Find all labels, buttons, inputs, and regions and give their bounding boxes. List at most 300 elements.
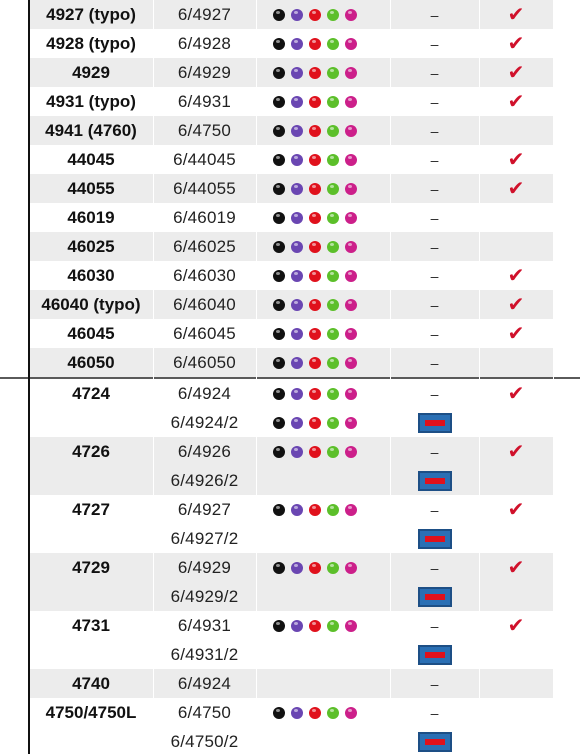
color-dot-icon	[327, 38, 339, 50]
color-dot-icon	[309, 183, 321, 195]
color-options	[256, 669, 390, 698]
availability-cell	[479, 466, 553, 495]
color-options	[256, 379, 390, 408]
color-dot-icon	[273, 9, 285, 21]
model-number: 4929	[29, 58, 153, 87]
blank-cell	[553, 0, 580, 29]
marker-cell	[390, 319, 479, 348]
left-border-line	[28, 0, 30, 754]
color-dot-icon	[345, 67, 357, 79]
color-options	[256, 174, 390, 203]
color-dot-icon	[327, 328, 339, 340]
marker-cell	[390, 437, 479, 466]
availability-cell	[479, 0, 553, 29]
column-divider	[553, 0, 554, 754]
color-dot-icon	[327, 620, 339, 632]
model-group	[0, 437, 580, 495]
blank-cell	[553, 379, 580, 408]
dash-mark: –	[430, 443, 439, 460]
part-code: 6/46030	[153, 261, 256, 290]
availability-cell	[479, 29, 553, 58]
color-dot-icon	[273, 67, 285, 79]
column-divider	[153, 0, 154, 754]
part-code: 6/4928	[153, 29, 256, 58]
color-dot-icon	[327, 299, 339, 311]
marker-cell	[390, 582, 479, 611]
color-options	[256, 727, 390, 756]
model-cell: 4727	[29, 495, 153, 524]
marker-cell	[390, 145, 479, 174]
table-row	[0, 466, 580, 495]
color-dot-icon	[309, 9, 321, 21]
table-row	[0, 319, 580, 348]
model-cell	[29, 408, 153, 437]
table-row	[0, 0, 580, 29]
checkmark-icon: ✔	[507, 61, 525, 84]
availability-cell	[479, 408, 553, 437]
column-divider	[390, 0, 391, 754]
color-dot-icon	[273, 328, 285, 340]
checkmark-icon: ✔	[507, 293, 525, 316]
model-group	[0, 553, 580, 611]
color-dot-icon	[291, 446, 303, 458]
color-options	[256, 524, 390, 553]
part-code: 6/44045	[153, 145, 256, 174]
blank-cell	[553, 437, 580, 466]
color-dot-icon	[273, 562, 285, 574]
color-options	[256, 116, 390, 145]
part-code: 6/4931	[153, 87, 256, 116]
color-dot-icon	[273, 707, 285, 719]
dash-mark: –	[430, 354, 439, 371]
dash-mark: –	[430, 704, 439, 721]
availability-cell	[479, 145, 553, 174]
part-code: 6/46019	[153, 203, 256, 232]
availability-cell	[479, 319, 553, 348]
color-dot-icon	[345, 446, 357, 458]
color-dot-icon	[309, 241, 321, 253]
model-cell: 4729	[29, 553, 153, 582]
color-dot-icon	[345, 299, 357, 311]
model-group	[0, 377, 580, 437]
color-dot-icon	[291, 67, 303, 79]
color-dot-icon	[345, 562, 357, 574]
color-dot-icon	[273, 446, 285, 458]
part-code: 6/4927	[153, 495, 256, 524]
table-body-single	[0, 0, 580, 377]
availability-cell	[479, 58, 553, 87]
part-code: 6/46025	[153, 232, 256, 261]
checkmark-icon: ✔	[507, 32, 525, 55]
flag-icon	[418, 471, 452, 491]
checkmark-icon: ✔	[507, 148, 525, 171]
part-code: 6/4924/2	[153, 408, 256, 437]
color-options	[256, 203, 390, 232]
checkmark-icon: ✔	[507, 556, 525, 579]
color-dot-icon	[345, 9, 357, 21]
marker-cell	[390, 290, 479, 319]
part-code: 6/4750/2	[153, 727, 256, 756]
table-row	[0, 145, 580, 174]
model-group	[0, 669, 580, 698]
color-dot-icon	[327, 183, 339, 195]
dash-mark: –	[430, 675, 439, 692]
model-number: 4928 (typo)	[29, 29, 153, 58]
color-dot-icon	[345, 38, 357, 50]
color-options	[256, 408, 390, 437]
table-row	[0, 174, 580, 203]
color-dot-icon	[273, 620, 285, 632]
part-code: 6/4929	[153, 58, 256, 87]
color-dot-icon	[291, 357, 303, 369]
marker-cell	[390, 669, 479, 698]
color-dot-icon	[309, 96, 321, 108]
color-dot-icon	[291, 562, 303, 574]
marker-cell	[390, 553, 479, 582]
color-options	[256, 698, 390, 727]
availability-cell	[479, 174, 553, 203]
color-dot-icon	[291, 620, 303, 632]
dash-mark: –	[430, 6, 439, 23]
color-dot-icon	[309, 212, 321, 224]
color-dot-icon	[291, 299, 303, 311]
flag-icon	[418, 529, 452, 549]
checkmark-icon: ✔	[507, 382, 525, 405]
color-dot-icon	[291, 183, 303, 195]
color-options	[256, 437, 390, 466]
dash-mark: –	[430, 559, 439, 576]
model-cell: 4726	[29, 437, 153, 466]
color-dot-icon	[291, 388, 303, 400]
blank-cell	[553, 640, 580, 669]
checkmark-icon: ✔	[507, 498, 525, 521]
table-row	[0, 232, 580, 261]
color-dot-icon	[291, 328, 303, 340]
model-number: 46030	[29, 261, 153, 290]
color-dot-icon	[273, 154, 285, 166]
blank-cell	[553, 29, 580, 58]
table-row	[0, 582, 580, 611]
availability-cell	[479, 379, 553, 408]
part-code: 6/4924	[153, 379, 256, 408]
availability-cell	[479, 553, 553, 582]
color-dot-icon	[291, 96, 303, 108]
model-group	[0, 495, 580, 553]
color-dot-icon	[273, 299, 285, 311]
color-dot-icon	[327, 96, 339, 108]
color-dot-icon	[291, 125, 303, 137]
model-cell: 4750/4750L	[29, 698, 153, 727]
table-row	[0, 87, 580, 116]
blank-cell	[553, 116, 580, 145]
availability-cell	[479, 582, 553, 611]
color-dot-icon	[291, 270, 303, 282]
marker-cell	[390, 408, 479, 437]
dash-mark: –	[430, 385, 439, 402]
table-row	[0, 727, 580, 756]
part-code: 6/4931/2	[153, 640, 256, 669]
model-number: 44055	[29, 174, 153, 203]
blank-cell	[553, 290, 580, 319]
marker-cell	[390, 87, 479, 116]
availability-cell	[479, 348, 553, 377]
color-dot-icon	[309, 38, 321, 50]
column-divider	[256, 0, 257, 754]
part-code: 6/4929	[153, 553, 256, 582]
model-number: 46019	[29, 203, 153, 232]
color-dot-icon	[345, 504, 357, 516]
color-dot-icon	[291, 504, 303, 516]
color-dot-icon	[345, 183, 357, 195]
dash-mark: –	[430, 325, 439, 342]
part-code: 6/4926	[153, 437, 256, 466]
model-cell	[29, 524, 153, 553]
color-dot-icon	[345, 707, 357, 719]
color-dot-icon	[309, 125, 321, 137]
marker-cell	[390, 524, 479, 553]
color-dot-icon	[309, 388, 321, 400]
marker-cell	[390, 727, 479, 756]
model-number: 4941 (4760)	[29, 116, 153, 145]
marker-cell	[390, 0, 479, 29]
color-options	[256, 466, 390, 495]
marker-cell	[390, 698, 479, 727]
blank-cell	[553, 348, 580, 377]
column-divider	[479, 0, 480, 754]
color-dot-icon	[273, 183, 285, 195]
color-dot-icon	[327, 357, 339, 369]
color-dot-icon	[345, 270, 357, 282]
color-dot-icon	[345, 125, 357, 137]
marker-cell	[390, 348, 479, 377]
color-dot-icon	[309, 154, 321, 166]
dash-mark: –	[430, 267, 439, 284]
part-code: 6/4924	[153, 669, 256, 698]
color-dot-icon	[273, 388, 285, 400]
part-code: 6/46045	[153, 319, 256, 348]
model-number: 44045	[29, 145, 153, 174]
model-cell: 4724	[29, 379, 153, 408]
availability-cell	[479, 611, 553, 640]
blank-cell	[553, 319, 580, 348]
color-dot-icon	[273, 96, 285, 108]
color-dot-icon	[327, 270, 339, 282]
part-code: 6/4927/2	[153, 524, 256, 553]
color-options	[256, 58, 390, 87]
color-options	[256, 232, 390, 261]
color-dot-icon	[309, 562, 321, 574]
checkmark-icon: ✔	[507, 614, 525, 637]
dash-mark: –	[430, 296, 439, 313]
checkmark-icon: ✔	[507, 440, 525, 463]
table-row	[0, 29, 580, 58]
color-options	[256, 319, 390, 348]
part-code: 6/4750	[153, 698, 256, 727]
model-number: 46025	[29, 232, 153, 261]
dash-mark: –	[430, 35, 439, 52]
table-row	[0, 553, 580, 582]
availability-cell	[479, 669, 553, 698]
checkmark-icon: ✔	[507, 177, 525, 200]
blank-cell	[553, 669, 580, 698]
color-dot-icon	[309, 417, 321, 429]
color-dot-icon	[309, 328, 321, 340]
marker-cell	[390, 232, 479, 261]
color-dot-icon	[327, 504, 339, 516]
color-dot-icon	[291, 707, 303, 719]
model-cell	[29, 466, 153, 495]
table-row	[0, 437, 580, 466]
color-dot-icon	[345, 328, 357, 340]
dash-mark: –	[430, 93, 439, 110]
color-dot-icon	[345, 388, 357, 400]
availability-cell	[479, 727, 553, 756]
color-dot-icon	[327, 417, 339, 429]
table-row	[0, 495, 580, 524]
color-dot-icon	[327, 212, 339, 224]
flag-icon	[418, 645, 452, 665]
color-dot-icon	[291, 38, 303, 50]
color-dot-icon	[345, 154, 357, 166]
color-options	[256, 261, 390, 290]
availability-cell	[479, 524, 553, 553]
color-dot-icon	[273, 241, 285, 253]
checkmark-icon: ✔	[507, 90, 525, 113]
table-row	[0, 408, 580, 437]
color-options	[256, 348, 390, 377]
color-options	[256, 495, 390, 524]
color-options	[256, 0, 390, 29]
model-group	[0, 611, 580, 669]
color-dot-icon	[273, 357, 285, 369]
blank-cell	[553, 174, 580, 203]
color-dot-icon	[309, 270, 321, 282]
marker-cell	[390, 379, 479, 408]
color-dot-icon	[345, 417, 357, 429]
color-dot-icon	[309, 446, 321, 458]
part-code: 6/4927	[153, 0, 256, 29]
blank-cell	[553, 582, 580, 611]
color-dot-icon	[327, 154, 339, 166]
dash-mark: –	[430, 209, 439, 226]
model-cell: 4731	[29, 611, 153, 640]
blank-cell	[553, 466, 580, 495]
availability-cell	[479, 640, 553, 669]
dash-mark: –	[430, 180, 439, 197]
table-row	[0, 261, 580, 290]
model-group	[0, 698, 580, 756]
model-number: 46045	[29, 319, 153, 348]
part-code: 6/44055	[153, 174, 256, 203]
availability-cell	[479, 495, 553, 524]
blank-cell	[553, 87, 580, 116]
table-row	[0, 669, 580, 698]
table-row	[0, 698, 580, 727]
blank-cell	[553, 553, 580, 582]
color-dot-icon	[345, 241, 357, 253]
table-row	[0, 58, 580, 87]
color-dot-icon	[309, 504, 321, 516]
color-dot-icon	[273, 417, 285, 429]
model-number: 46040 (typo)	[29, 290, 153, 319]
color-dot-icon	[345, 96, 357, 108]
marker-cell	[390, 640, 479, 669]
color-dot-icon	[327, 9, 339, 21]
marker-cell	[390, 174, 479, 203]
availability-cell	[479, 87, 553, 116]
color-options	[256, 582, 390, 611]
color-dot-icon	[327, 446, 339, 458]
marker-cell	[390, 58, 479, 87]
flag-icon	[418, 413, 452, 433]
dash-mark: –	[430, 501, 439, 518]
marker-cell	[390, 29, 479, 58]
flag-icon	[418, 587, 452, 607]
color-dot-icon	[273, 504, 285, 516]
color-dot-icon	[291, 212, 303, 224]
checkmark-icon: ✔	[507, 3, 525, 26]
flag-icon	[418, 732, 452, 752]
color-dot-icon	[309, 620, 321, 632]
model-number: 46050	[29, 348, 153, 377]
marker-cell	[390, 116, 479, 145]
color-dot-icon	[291, 154, 303, 166]
color-dot-icon	[327, 388, 339, 400]
part-code: 6/46050	[153, 348, 256, 377]
blank-cell	[553, 203, 580, 232]
availability-cell	[479, 203, 553, 232]
table-row	[0, 640, 580, 669]
color-options	[256, 611, 390, 640]
checkmark-icon: ✔	[507, 264, 525, 287]
availability-cell	[479, 290, 553, 319]
blank-cell	[553, 232, 580, 261]
table-row	[0, 379, 580, 408]
table-row	[0, 348, 580, 377]
color-dot-icon	[309, 299, 321, 311]
availability-cell	[479, 261, 553, 290]
marker-cell	[390, 203, 479, 232]
model-cell: 4740	[29, 669, 153, 698]
color-dot-icon	[327, 562, 339, 574]
color-dot-icon	[291, 9, 303, 21]
part-code: 6/4929/2	[153, 582, 256, 611]
color-options	[256, 145, 390, 174]
model-cell	[29, 727, 153, 756]
color-dot-icon	[327, 707, 339, 719]
checkmark-icon: ✔	[507, 322, 525, 345]
blank-cell	[553, 58, 580, 87]
blank-cell	[553, 408, 580, 437]
color-dot-icon	[327, 67, 339, 79]
blank-cell	[553, 261, 580, 290]
blank-cell	[553, 727, 580, 756]
blank-cell	[553, 495, 580, 524]
marker-cell	[390, 466, 479, 495]
color-options	[256, 290, 390, 319]
availability-cell	[479, 437, 553, 466]
part-code: 6/4750	[153, 116, 256, 145]
color-dot-icon	[345, 357, 357, 369]
marker-cell	[390, 611, 479, 640]
table-row	[0, 611, 580, 640]
marker-cell	[390, 261, 479, 290]
part-code: 6/4926/2	[153, 466, 256, 495]
color-dot-icon	[273, 125, 285, 137]
blank-cell	[553, 145, 580, 174]
table-row	[0, 203, 580, 232]
color-options	[256, 87, 390, 116]
